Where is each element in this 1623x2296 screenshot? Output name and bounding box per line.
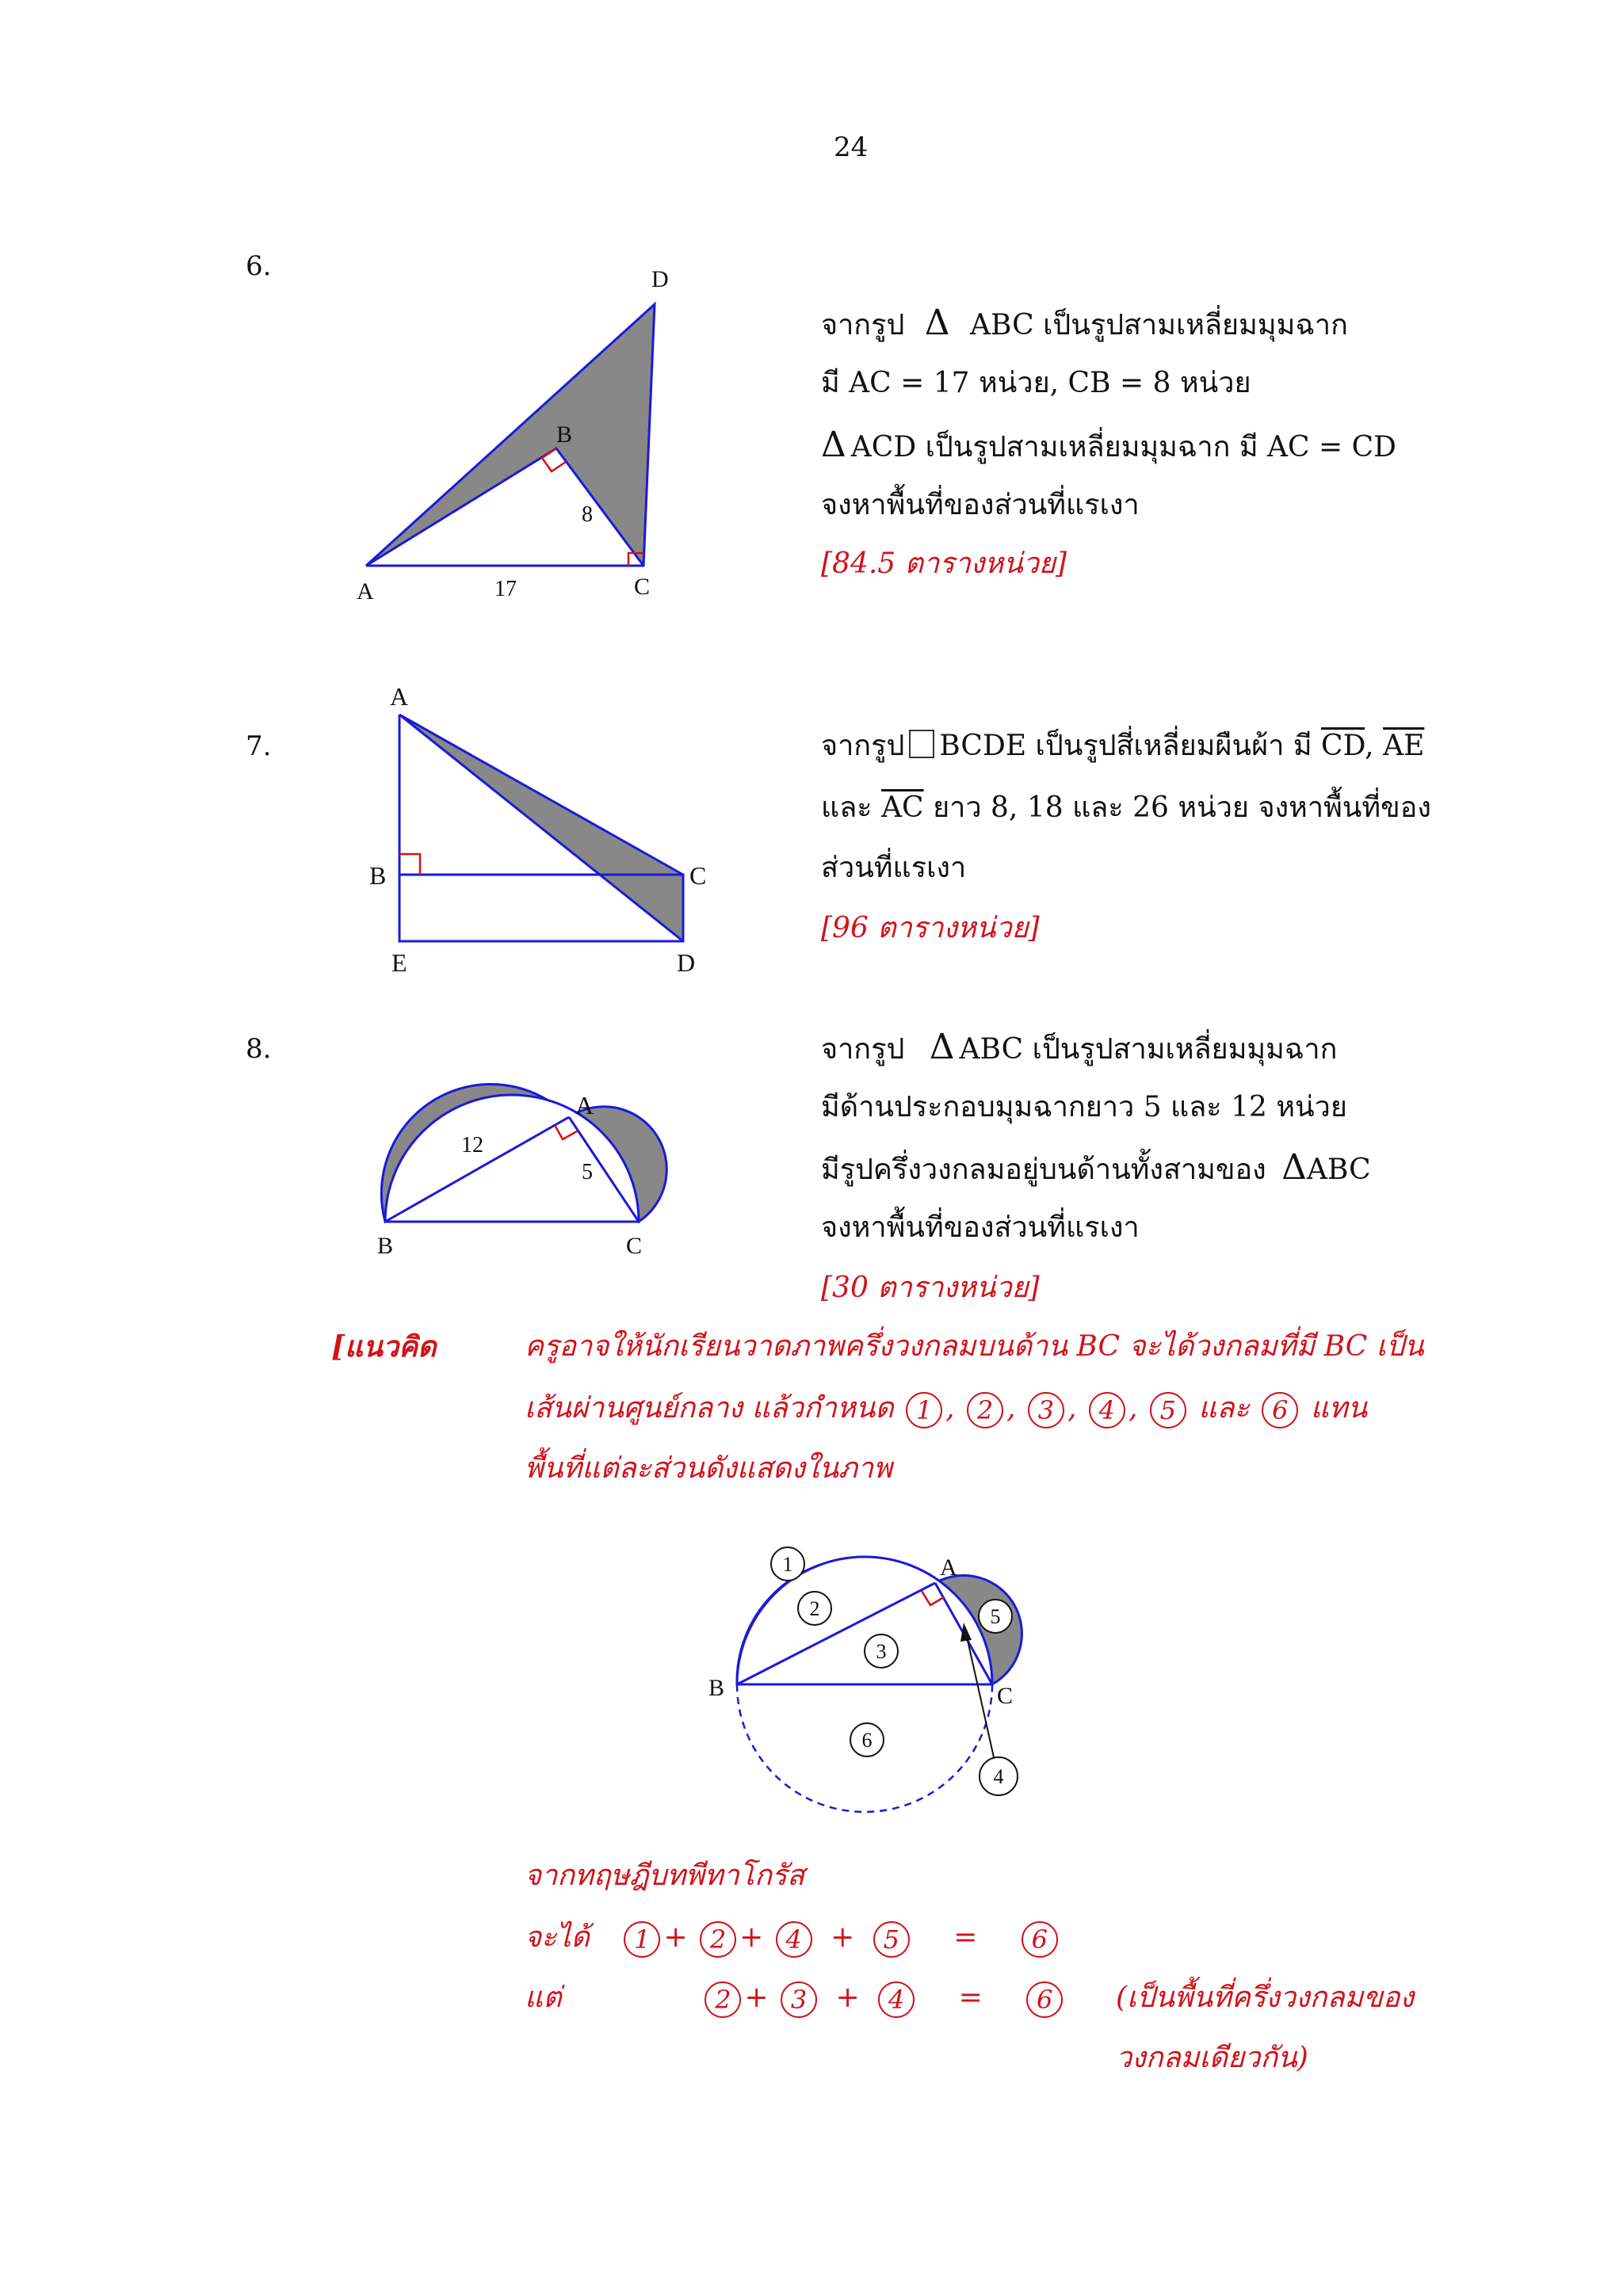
q6-text-line3: Δ ACD เป็นรูปสามเหลี่ยมมุมฉาก มี AC = CD bbox=[821, 425, 1397, 465]
sol-label-c: C bbox=[997, 1683, 1014, 1709]
solution-line2: เส้นผ่านศูนย์กลาง แล้วกำหนด 1 , 2 , 3 , 4 , 5 และ 6 แทน bbox=[525, 1379, 1367, 1439]
q6-label-b: B bbox=[556, 421, 573, 448]
sol-region-4: 4 bbox=[993, 1765, 1004, 1788]
question-6-number: 6. bbox=[246, 250, 272, 282]
solution-line3: พื้นที่แต่ละส่วนดังแสดงในภาพ bbox=[525, 1452, 892, 1485]
sol-region-2: 2 bbox=[809, 1597, 820, 1620]
q7-label-e: E bbox=[391, 948, 407, 977]
q7-label-b: B bbox=[369, 861, 387, 890]
solution-equation-1: จะได้ 1 + 2 + 4 + 5 = 6 bbox=[525, 1908, 1061, 1968]
q8-label-b: B bbox=[377, 1233, 394, 1259]
q6-label-d: D bbox=[651, 266, 669, 292]
question-7-number: 7. bbox=[246, 730, 272, 762]
q7-right-angle-b bbox=[399, 854, 420, 875]
q8-text-line4: จงหาพื้นที่ของส่วนที่แรเงา bbox=[821, 1211, 1140, 1244]
q6-text-line1: จากรูป Δ ABC เป็นรูปสามเหลี่ยมมุมฉาก bbox=[821, 303, 1348, 343]
sol-label-b: B bbox=[708, 1675, 725, 1701]
q7-label-c: C bbox=[689, 861, 707, 890]
sol-region-6: 6 bbox=[861, 1729, 873, 1752]
q7-label-d: D bbox=[677, 948, 696, 977]
q6-label-c: C bbox=[634, 574, 651, 600]
q8-answer: [30 ตารางหน่วย] bbox=[821, 1272, 1040, 1304]
q8-text-line3: มีรูปครึ่งวงกลมอยู่บนด้านทั้งสามของ ΔABC bbox=[821, 1147, 1371, 1188]
solution-note-line2: วงกลมเดียวกัน) bbox=[1116, 2042, 1308, 2074]
sol-region-1: 1 bbox=[782, 1553, 793, 1576]
q7-label-a: A bbox=[390, 682, 409, 711]
q7-text-line1: จากรูป BCDE เป็นรูปสี่เหลี่ยมผืนผ้า มี $\overline{CD}$, $\overline{AE}$ bbox=[821, 730, 1425, 762]
q8-label-c: C bbox=[626, 1233, 643, 1259]
q6-text-line4: จงหาพื้นที่ของส่วนที่แรเงา bbox=[821, 489, 1140, 521]
question-6-figure bbox=[333, 261, 682, 610]
q6-label-a: A bbox=[357, 578, 374, 605]
q8-length-ac: 5 bbox=[582, 1160, 593, 1184]
sol-region-5: 5 bbox=[990, 1605, 1001, 1628]
solution-figure bbox=[697, 1529, 1078, 1830]
page-number: 24 bbox=[834, 132, 869, 163]
q8-text-line2: มีด้านประกอบมุมฉากยาว 5 และ 12 หน่วย bbox=[821, 1091, 1347, 1123]
q7-segment-ad bbox=[399, 715, 683, 941]
q6-answer: [84.5 ตารางหน่วย] bbox=[821, 547, 1067, 580]
q7-segment-ac bbox=[399, 715, 683, 875]
question-7-figure bbox=[357, 681, 721, 982]
sol-region-3: 3 bbox=[876, 1640, 887, 1663]
square-symbol bbox=[909, 730, 934, 758]
solution-equation-2: แต่ 2 + 3 + 4 = 6 bbox=[525, 1968, 1066, 2028]
solution-note-line1: (เป็นพื้นที่ครึ่งวงกลมของ bbox=[1116, 1981, 1415, 2014]
solution-pythag: จากทฤษฎีบทพีทาโกรัส bbox=[525, 1859, 805, 1892]
q6-length-ac: 17 bbox=[495, 577, 517, 601]
q7-text-line3: ส่วนที่แรเงา bbox=[821, 852, 967, 884]
q7-text-line2: และ $\overline{AC}$ ยาว 8, 18 และ 26 หน่วย จงหาพื้นที่ของ bbox=[821, 791, 1431, 824]
q8-label-a: A bbox=[575, 1091, 594, 1119]
q6-text-line2: มี AC = 17 หน่วย, CB = 8 หน่วย bbox=[821, 367, 1251, 399]
solution-line1: ครูอาจให้นักเรียนวาดภาพครึ่งวงกลมบนด้าน BC จะได้วงกลมที่มี BC เป็น bbox=[525, 1330, 1424, 1363]
q8-length-ab: 12 bbox=[461, 1133, 483, 1158]
q6-length-cb: 8 bbox=[582, 502, 593, 527]
q7-answer: [96 ตารางหน่วย] bbox=[821, 912, 1040, 944]
q8-text-line1: จากรูป Δ ABC เป็นรูปสามเหลี่ยมมุมฉาก bbox=[821, 1027, 1338, 1067]
question-8-figure bbox=[365, 1046, 697, 1268]
solution-tag: [แนวคิด bbox=[331, 1330, 437, 1363]
question-8-number: 8. bbox=[246, 1033, 272, 1065]
sol-label-a: A bbox=[940, 1554, 957, 1581]
